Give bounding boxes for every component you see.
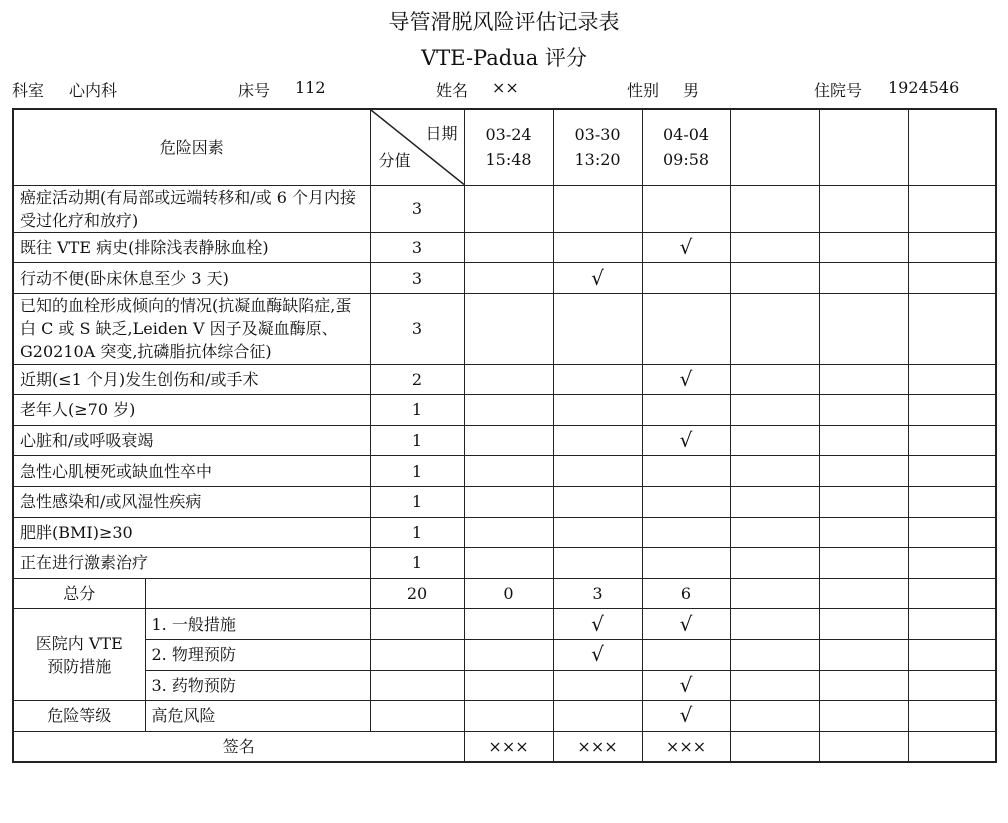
total-max: 20 — [370, 578, 464, 609]
date-score-header — [370, 109, 464, 185]
empty-cell — [730, 517, 819, 548]
prevention-item: 1. 一般措施 — [145, 609, 370, 640]
empty-cell — [730, 670, 819, 701]
factor-check-3 — [642, 263, 730, 294]
prevention-label — [13, 609, 145, 701]
empty-cell — [730, 578, 819, 609]
empty-cell — [730, 185, 819, 232]
empty-cell — [730, 263, 819, 294]
empty-cell — [819, 425, 908, 456]
prevention-row — [13, 609, 996, 640]
factor-text: 急性感染和/或风湿性疾病 — [13, 487, 370, 518]
signature-2: ××× — [553, 731, 642, 762]
empty-cell — [819, 395, 908, 426]
empty-date-col — [730, 109, 819, 185]
empty-cell — [908, 294, 996, 365]
factor-score: 1 — [370, 487, 464, 518]
gender-label: 性别 — [627, 81, 660, 100]
factor-score: 3 — [370, 185, 464, 232]
prevention-check-1 — [464, 670, 553, 701]
date-col-3 — [642, 109, 730, 185]
factor-score: 2 — [370, 364, 464, 395]
factor-text: 急性心肌梗死或缺血性卒中 — [13, 456, 370, 487]
factor-check-2 — [553, 548, 642, 579]
factor-text: 既往 VTE 病史(排除浅表静脉血栓) — [13, 232, 370, 263]
total-value-1: 0 — [464, 578, 553, 609]
factor-score: 3 — [370, 263, 464, 294]
empty-cell — [730, 456, 819, 487]
factor-row — [13, 232, 996, 263]
empty-cell — [730, 232, 819, 263]
empty-date-col — [908, 109, 996, 185]
empty-cell — [370, 609, 464, 640]
empty-cell — [370, 670, 464, 701]
factor-check-3: √ — [642, 232, 730, 263]
factor-check-3: √ — [642, 425, 730, 456]
prevention-item: 2. 物理预防 — [145, 639, 370, 670]
name-label: 姓名 — [436, 81, 469, 100]
score-label: 分值 — [378, 151, 411, 171]
prevention-check-2 — [553, 670, 642, 701]
empty-cell — [145, 578, 370, 609]
empty-cell — [908, 395, 996, 426]
factor-score: 1 — [370, 395, 464, 426]
empty-cell — [908, 487, 996, 518]
risk-level-check-1 — [464, 701, 553, 732]
empty-cell — [908, 185, 996, 232]
factor-row — [13, 185, 996, 232]
risk-level-check-2 — [553, 701, 642, 732]
dept-label: 科室 — [12, 81, 45, 100]
empty-cell — [819, 670, 908, 701]
time-1: 15:48 — [485, 150, 532, 170]
empty-cell — [908, 425, 996, 456]
factor-check-3 — [642, 517, 730, 548]
admission-label: 住院号 — [814, 81, 863, 100]
factor-check-1 — [464, 395, 553, 426]
empty-cell — [908, 263, 996, 294]
prevention-check-2: √ — [553, 609, 642, 640]
factor-text: 已知的血栓形成倾向的情况(抗凝血酶缺陷症,蛋白 C 或 S 缺乏,Leiden V 因子及凝血酶原、G20210A 突变,抗磷脂抗体综合征) — [13, 294, 370, 365]
factor-check-3 — [642, 185, 730, 232]
prevention-label-line-2: 预防措施 — [47, 656, 112, 676]
factor-row — [13, 395, 996, 426]
factor-row — [13, 425, 996, 456]
padua-score-table — [12, 108, 997, 763]
empty-cell — [730, 487, 819, 518]
factor-row — [13, 487, 996, 518]
factor-row — [13, 364, 996, 395]
factor-check-3: √ — [642, 364, 730, 395]
empty-cell — [908, 609, 996, 640]
factor-text: 心脏和/或呼吸衰竭 — [13, 425, 370, 456]
date-label: 日期 — [425, 124, 458, 143]
name-value: ×× — [492, 78, 519, 97]
factor-text: 正在进行激素治疗 — [13, 548, 370, 579]
empty-cell — [819, 185, 908, 232]
factor-score: 1 — [370, 548, 464, 579]
prevention-check-1 — [464, 609, 553, 640]
signature-3: ××× — [642, 731, 730, 762]
factor-check-1 — [464, 364, 553, 395]
empty-cell — [908, 701, 996, 732]
factor-check-2 — [553, 364, 642, 395]
empty-cell — [730, 425, 819, 456]
empty-cell — [908, 639, 996, 670]
total-value-2: 3 — [553, 578, 642, 609]
bed-label: 床号 — [238, 81, 271, 100]
factor-check-1 — [464, 185, 553, 232]
prevention-check-3: √ — [642, 609, 730, 640]
factor-row — [13, 456, 996, 487]
empty-cell — [819, 578, 908, 609]
page-title: 导管滑脱风险评估记录表 — [388, 10, 620, 34]
prevention-check-3 — [642, 639, 730, 670]
header-row — [13, 109, 996, 185]
empty-cell — [819, 456, 908, 487]
factor-row — [13, 294, 996, 365]
empty-cell — [819, 731, 908, 762]
prevention-row — [13, 670, 996, 701]
empty-cell — [819, 517, 908, 548]
factor-check-1 — [464, 487, 553, 518]
total-row — [13, 578, 996, 609]
total-label: 总分 — [13, 578, 145, 609]
factor-check-3 — [642, 456, 730, 487]
empty-cell — [819, 548, 908, 579]
gender-value: 男 — [683, 81, 700, 100]
factor-check-3 — [642, 487, 730, 518]
date-col-2 — [553, 109, 642, 185]
signature-label: 签名 — [13, 731, 464, 762]
patient-info — [12, 78, 1002, 102]
prevention-row — [13, 639, 996, 670]
factor-score: 3 — [370, 232, 464, 263]
empty-cell — [730, 731, 819, 762]
signature-row — [13, 731, 996, 762]
empty-cell — [730, 609, 819, 640]
empty-cell — [370, 639, 464, 670]
page-subtitle: VTE-Padua 评分 — [421, 46, 587, 70]
factor-check-1 — [464, 263, 553, 294]
factor-row — [13, 263, 996, 294]
factor-check-1 — [464, 517, 553, 548]
factor-score: 3 — [370, 294, 464, 365]
prevention-item: 3. 药物预防 — [145, 670, 370, 701]
factor-check-1 — [464, 232, 553, 263]
date-col-1 — [464, 109, 553, 185]
empty-cell — [819, 294, 908, 365]
date-1: 03-24 — [485, 124, 532, 144]
signature-1: ××× — [464, 731, 553, 762]
time-3: 09:58 — [662, 150, 710, 170]
empty-cell — [730, 639, 819, 670]
empty-cell — [819, 639, 908, 670]
empty-cell — [819, 232, 908, 263]
prevention-check-3: √ — [642, 670, 730, 701]
factor-check-2 — [553, 294, 642, 365]
prevention-check-1 — [464, 639, 553, 670]
factor-check-3 — [642, 294, 730, 365]
empty-cell — [730, 548, 819, 579]
empty-cell — [730, 294, 819, 365]
factor-score: 1 — [370, 456, 464, 487]
risk-level-row — [13, 701, 996, 732]
risk-factor-header: 危险因素 — [13, 109, 370, 185]
empty-cell — [730, 364, 819, 395]
factor-check-1 — [464, 456, 553, 487]
factor-score: 1 — [370, 517, 464, 548]
factor-check-2 — [553, 517, 642, 548]
factor-check-1 — [464, 425, 553, 456]
empty-cell — [908, 364, 996, 395]
dept-value: 心内科 — [69, 81, 118, 100]
empty-cell — [819, 701, 908, 732]
empty-cell — [730, 701, 819, 732]
empty-cell — [819, 263, 908, 294]
empty-cell — [819, 364, 908, 395]
bed-value: 112 — [295, 78, 326, 97]
factor-check-2 — [553, 395, 642, 426]
factor-text: 老年人(≥70 岁) — [13, 395, 370, 426]
factor-check-2 — [553, 456, 642, 487]
factor-check-1 — [464, 548, 553, 579]
empty-cell — [908, 578, 996, 609]
factor-check-3 — [642, 548, 730, 579]
date-2: 03-30 — [574, 124, 621, 144]
empty-cell — [908, 456, 996, 487]
factor-check-3 — [642, 395, 730, 426]
risk-level-label: 危险等级 — [13, 701, 145, 732]
factor-row — [13, 517, 996, 548]
factor-check-2: √ — [553, 263, 642, 294]
factor-row — [13, 548, 996, 579]
empty-cell — [908, 517, 996, 548]
factor-text: 近期(≤1 个月)发生创伤和/或手术 — [13, 364, 370, 395]
empty-cell — [908, 232, 996, 263]
factor-score: 1 — [370, 425, 464, 456]
empty-cell — [370, 701, 464, 732]
risk-level-value: 高危风险 — [145, 701, 370, 732]
prevention-check-2: √ — [553, 639, 642, 670]
factor-check-2 — [553, 487, 642, 518]
empty-cell — [819, 487, 908, 518]
factor-check-1 — [464, 294, 553, 365]
risk-level-check-3: √ — [642, 701, 730, 732]
empty-cell — [908, 731, 996, 762]
time-2: 13:20 — [574, 150, 621, 170]
empty-cell — [819, 609, 908, 640]
empty-cell — [908, 548, 996, 579]
factor-text: 行动不便(卧床休息至少 3 天) — [13, 263, 370, 294]
factor-text: 肥胖(BMI)≥30 — [13, 517, 370, 548]
empty-cell — [730, 395, 819, 426]
factor-check-2 — [553, 425, 642, 456]
factor-text: 癌症活动期(有局部或远端转移和/或 6 个月内接受过化疗和放疗) — [13, 185, 370, 232]
admission-value: 1924546 — [888, 78, 960, 97]
empty-cell — [908, 670, 996, 701]
prevention-label-line-1: 医院内 VTE — [35, 633, 123, 653]
date-3: 04-04 — [662, 124, 710, 144]
total-value-3: 6 — [642, 578, 730, 609]
factor-check-2 — [553, 185, 642, 232]
empty-date-col — [819, 109, 908, 185]
factor-check-2 — [553, 232, 642, 263]
